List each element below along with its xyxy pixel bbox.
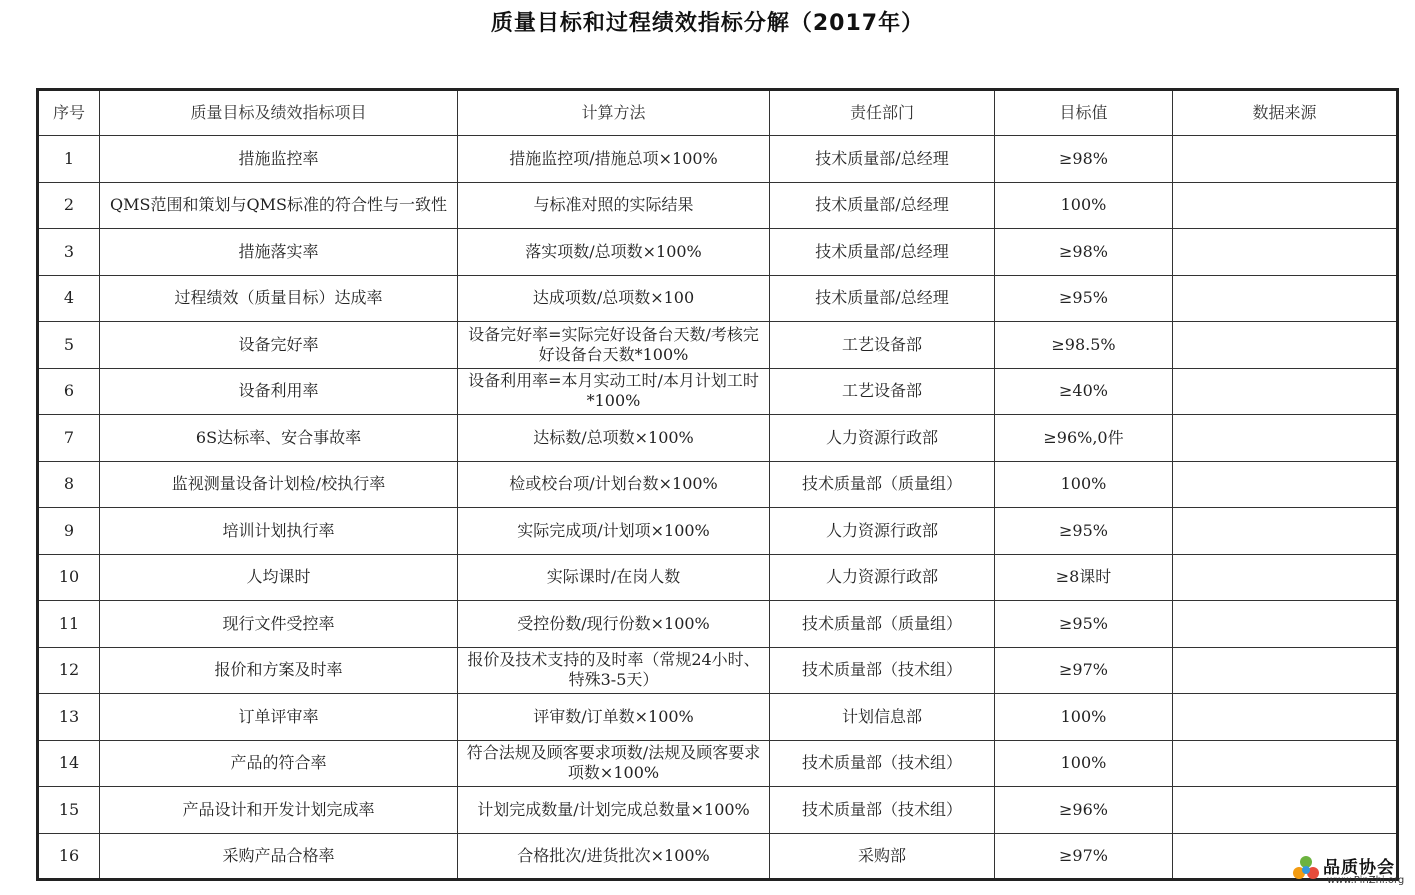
table-row [38,647,1398,694]
cell-no: 7 [38,415,100,462]
cell-no: 12 [38,647,100,694]
cell-item: 措施落实率 [100,229,458,276]
cell-dept: 技术质量部/总经理 [770,136,995,183]
flower-logo-icon [1291,855,1321,885]
cell-method: 合格批次/进货批次×100% [458,833,770,880]
cell-item: 人均课时 [100,554,458,601]
cell-dept: 技术质量部（质量组） [770,461,995,508]
cell-source [1173,694,1398,741]
table-row [38,229,1398,276]
cell-item: 监视测量设备计划检/校执行率 [100,461,458,508]
cell-no: 6 [38,368,100,415]
table-row [38,554,1398,601]
cell-method: 达标数/总项数×100% [458,415,770,462]
table-row [38,322,1398,369]
cell-source [1173,182,1398,229]
table-row [38,415,1398,462]
cell-source [1173,136,1398,183]
watermark-name: 品质协会 [1323,858,1395,878]
watermark-url: www.PinZhi.org [1327,875,1405,886]
cell-target: 100% [995,461,1173,508]
cell-dept: 采购部 [770,833,995,880]
cell-dept: 技术质量部（质量组） [770,601,995,648]
cell-dept: 人力资源行政部 [770,554,995,601]
table-row [38,182,1398,229]
cell-target: ≥98% [995,136,1173,183]
cell-no: 16 [38,833,100,880]
cell-dept: 工艺设备部 [770,322,995,369]
table-row [38,740,1398,787]
header-target: 目标值 [995,90,1173,136]
cell-no: 13 [38,694,100,741]
cell-target: ≥8课时 [995,554,1173,601]
cell-target: ≥97% [995,647,1173,694]
cell-item: 产品设计和开发计划完成率 [100,787,458,834]
cell-method: 受控份数/现行份数×100% [458,601,770,648]
cell-item: 措施监控率 [100,136,458,183]
cell-no: 10 [38,554,100,601]
cell-dept: 技术质量部（技术组） [770,787,995,834]
cell-item: 现行文件受控率 [100,601,458,648]
table-row [38,461,1398,508]
cell-target: ≥95% [995,601,1173,648]
cell-method: 达成项数/总项数×100 [458,275,770,322]
cell-dept: 计划信息部 [770,694,995,741]
cell-source [1173,740,1398,787]
cell-no: 8 [38,461,100,508]
cell-no: 1 [38,136,100,183]
cell-no: 5 [38,322,100,369]
cell-dept: 技术质量部（技术组） [770,647,995,694]
cell-source [1173,508,1398,555]
cell-method: 与标准对照的实际结果 [458,182,770,229]
cell-target: ≥95% [995,275,1173,322]
cell-dept: 人力资源行政部 [770,415,995,462]
table-row [38,833,1398,880]
cell-no: 15 [38,787,100,834]
cell-source [1173,229,1398,276]
cell-method: 符合法规及顾客要求项数/法规及顾客要求项数×100% [458,740,770,787]
cell-source [1173,461,1398,508]
cell-method: 评审数/订单数×100% [458,694,770,741]
table-row [38,368,1398,415]
cell-target: 100% [995,740,1173,787]
header-source: 数据来源 [1173,90,1398,136]
cell-method: 设备利用率=本月实动工时/本月计划工时*100% [458,368,770,415]
cell-source [1173,322,1398,369]
watermark-logo [1291,853,1409,889]
cell-source [1173,647,1398,694]
cell-dept: 技术质量部/总经理 [770,182,995,229]
cell-source [1173,415,1398,462]
cell-item: 订单评审率 [100,694,458,741]
cell-item: 产品的符合率 [100,740,458,787]
cell-source [1173,275,1398,322]
table-header-row [38,90,1398,136]
cell-target: ≥98.5% [995,322,1173,369]
cell-item: 设备完好率 [100,322,458,369]
cell-target: 100% [995,182,1173,229]
cell-item: 设备利用率 [100,368,458,415]
cell-source [1173,368,1398,415]
cell-method: 计划完成数量/计划完成总数量×100% [458,787,770,834]
header-dept: 责任部门 [770,90,995,136]
quality-target-table [36,88,1399,881]
cell-method: 设备完好率=实际完好设备台天数/考核完好设备台天数*100% [458,322,770,369]
cell-target: ≥95% [995,508,1173,555]
cell-dept: 工艺设备部 [770,368,995,415]
cell-target: 100% [995,694,1173,741]
cell-method: 实际课时/在岗人数 [458,554,770,601]
cell-target: ≥96% [995,787,1173,834]
table-body [38,136,1398,880]
cell-no: 11 [38,601,100,648]
cell-method: 落实项数/总项数×100% [458,229,770,276]
cell-dept: 技术质量部/总经理 [770,229,995,276]
cell-method: 实际完成项/计划项×100% [458,508,770,555]
cell-dept: 技术质量部（技术组） [770,740,995,787]
table-row [38,694,1398,741]
cell-dept: 人力资源行政部 [770,508,995,555]
table-row [38,136,1398,183]
table-row [38,601,1398,648]
cell-target: ≥40% [995,368,1173,415]
table-row [38,787,1398,834]
cell-no: 3 [38,229,100,276]
cell-item: 报价和方案及时率 [100,647,458,694]
cell-target: ≥96%,0件 [995,415,1173,462]
cell-source [1173,554,1398,601]
cell-method: 报价及技术支持的及时率（常规24小时、特殊3-5天） [458,647,770,694]
cell-source [1173,787,1398,834]
cell-dept: 技术质量部/总经理 [770,275,995,322]
cell-source [1173,601,1398,648]
cell-item: 过程绩效（质量目标）达成率 [100,275,458,322]
table-row [38,508,1398,555]
cell-no: 14 [38,740,100,787]
cell-no: 9 [38,508,100,555]
document-title: 质量目标和过程绩效指标分解（2017年） [490,11,925,36]
cell-item: 采购产品合格率 [100,833,458,880]
cell-no: 4 [38,275,100,322]
cell-item: QMS范围和策划与QMS标准的符合性与一致性 [100,182,458,229]
cell-target: ≥97% [995,833,1173,880]
header-no: 序号 [38,90,100,136]
header-method: 计算方法 [458,90,770,136]
table-row [38,275,1398,322]
cell-no: 2 [38,182,100,229]
header-item: 质量目标及绩效指标项目 [100,90,458,136]
cell-item: 培训计划执行率 [100,508,458,555]
cell-target: ≥98% [995,229,1173,276]
cell-method: 措施监控项/措施总项×100% [458,136,770,183]
cell-method: 检或校台项/计划台数×100% [458,461,770,508]
cell-item: 6S达标率、安合事故率 [100,415,458,462]
